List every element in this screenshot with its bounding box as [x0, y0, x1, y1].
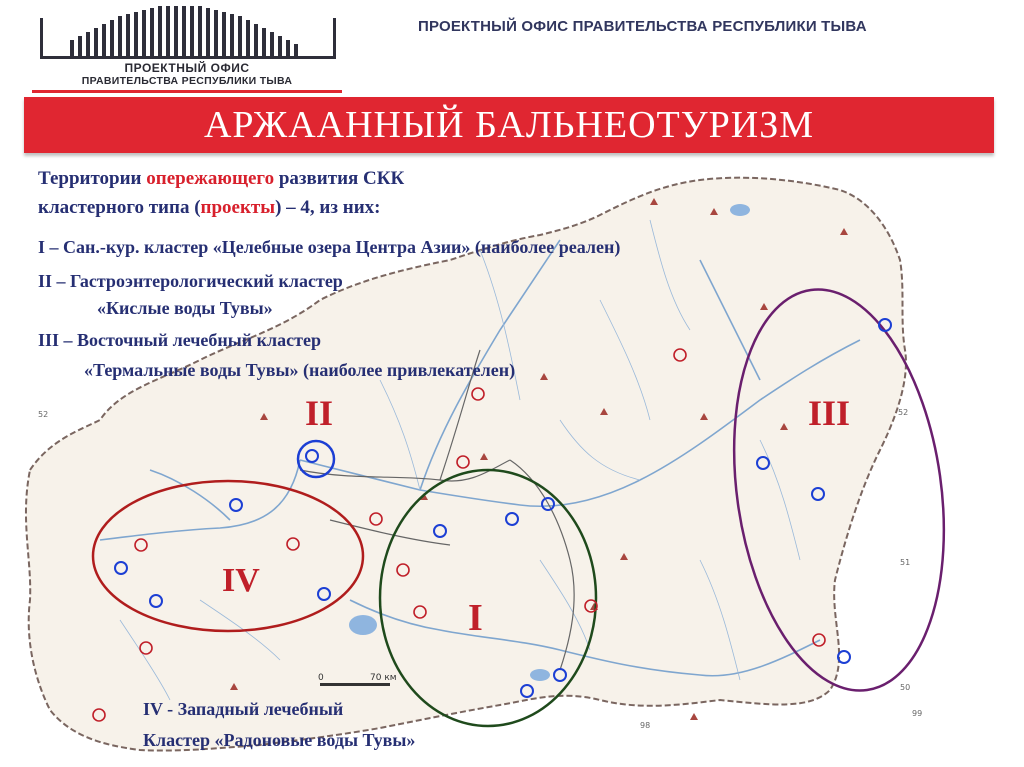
page-title: АРЖААННЫЙ БАЛЬНЕОТУРИЗМ	[203, 104, 815, 146]
lat-label-51: 51	[900, 558, 911, 567]
org-title: ПРОЕКТНЫЙ ОФИС ПРАВИТЕЛЬСТВА РЕСПУБЛИКИ ТЫВА	[418, 18, 867, 35]
cluster-3-line-1: III – Восточный лечебный кластер	[38, 330, 321, 350]
intro-line-1-b: опережающего	[146, 168, 275, 189]
cluster-4-line-2: Кластер «Радоновые воды Тувы»	[143, 730, 416, 750]
cluster-4-line-1: IV - Западный лечебный	[143, 699, 344, 719]
intro-line-2-b: проекты	[200, 197, 276, 218]
lat-label-52-left: 52	[38, 410, 49, 419]
intro-line-2-a: кластерного типа (	[38, 197, 201, 218]
intro-line-2	[38, 197, 380, 219]
cluster-2-line-2: «Кислые воды Тувы»	[97, 298, 273, 318]
intro-line-2-c: ) – 4, из них:	[275, 197, 381, 218]
logo-line-1: ПРОЕКТНЫЙ ОФИС	[124, 61, 250, 75]
scale-label-0: 0	[318, 673, 324, 683]
intro-line-1-a: Территории	[38, 168, 147, 189]
lake	[530, 669, 550, 681]
lake	[730, 204, 750, 216]
lon-label-98: 98	[640, 721, 651, 730]
scale-bar	[320, 683, 390, 686]
lake	[349, 615, 377, 635]
intro-line-1-c: развития СКК	[274, 168, 405, 189]
cluster-1-description: I – Сан.-кур. кластер «Целебные озера Центра Азии» (наиболее реален)	[38, 237, 621, 257]
scale-label-70: 70 км	[370, 673, 397, 683]
logo-line-2: ПРАВИТЕЛЬСТВА РЕСПУБЛИКИ ТЫВА	[81, 75, 293, 87]
cluster-2-line-1: II – Гастроэнтерологический кластер	[38, 271, 343, 291]
cluster-3-line-2: «Термальные воды Тувы» (наиболее привлекателен)	[84, 360, 516, 380]
lon-label-99: 99	[912, 709, 923, 718]
lat-label-50: 50	[900, 683, 911, 692]
cluster-2-numeral: II	[305, 393, 334, 433]
intro-line-1	[38, 168, 404, 190]
cluster-3-numeral: III	[808, 393, 851, 433]
cluster-4-numeral: IV	[222, 562, 260, 599]
blue-marker	[838, 651, 850, 663]
cluster-1-numeral: I	[468, 597, 483, 639]
region-territory	[26, 178, 909, 751]
lat-label-52-right: 52	[898, 408, 909, 417]
